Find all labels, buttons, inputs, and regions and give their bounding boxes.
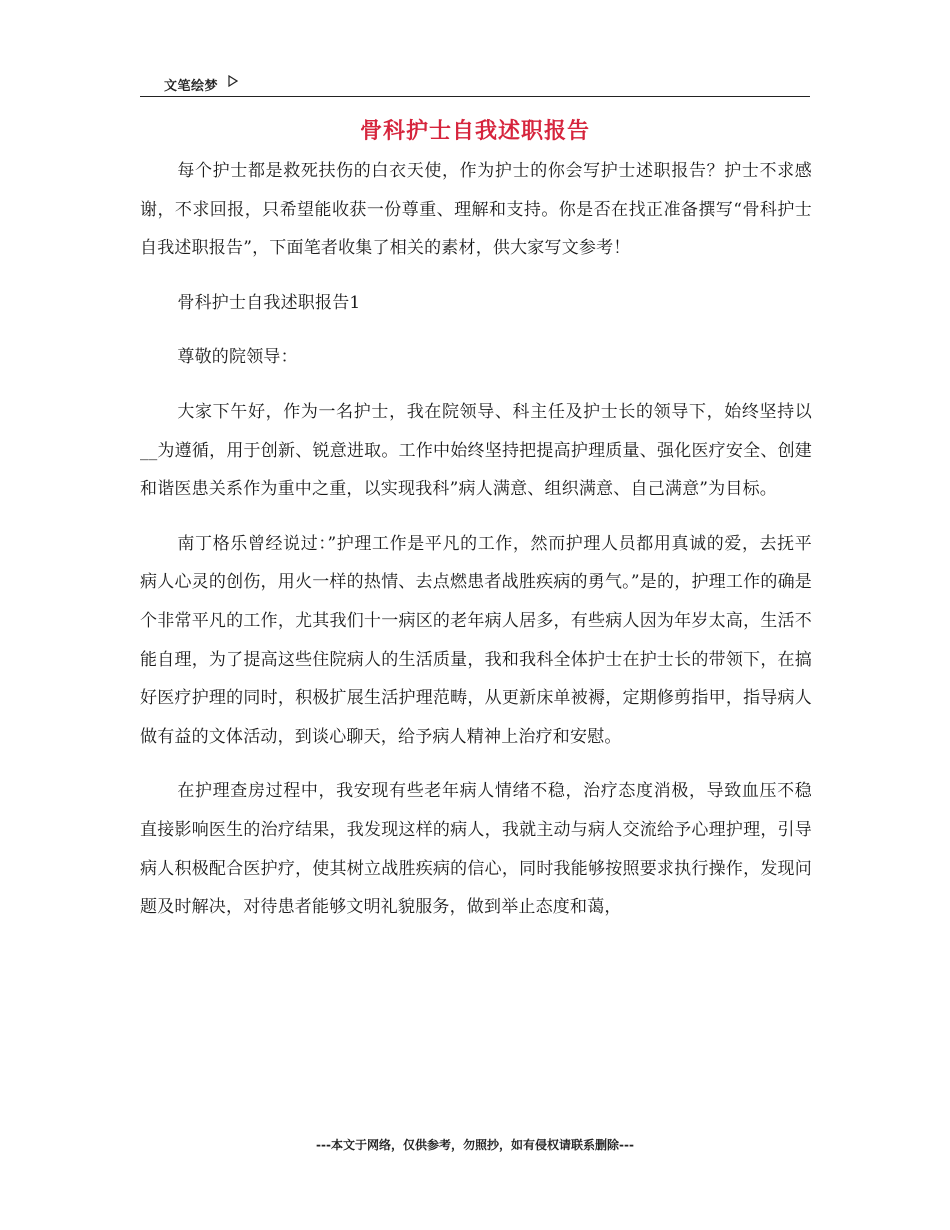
- disclaimer-footer: ---本文于网络，仅供参考，勿照抄，如有侵权请联系删除---: [316, 1138, 634, 1152]
- body-paragraph: 在护理查房过程中，我安现有些老年病人情绪不稳，治疗态度消极，导致血压不稳直接影响医生的治疗结果，我发现这样的病人，我就主动与病人交流给予心理护理，引导病人积极配合医护疗，使其树立战胜疾病的信心，同时我能够按照要求执行操作，发现问题及时解决，对待患者能够文明礼貌服务，做到举止态度和蔼，: [140, 781, 812, 918]
- triangle-right-icon: [228, 75, 238, 87]
- brand-name: 文笔绘梦: [164, 79, 219, 94]
- document-body: [140, 152, 812, 927]
- body-paragraph: 大家下午好，作为一名护士，我在院领导、科主任及护士长的领导下，始终坚持以__为遵循，用于创新、锐意进取。工作中始终坚持把提高护理质量、强化医疗安全、创建和谐医患关系作为重中之重，以实现我科”病人满意、组织满意、自己满意”为目标。: [140, 401, 812, 500]
- section-heading: 骨科护士自我述职报告1: [177, 292, 361, 313]
- intro-paragraph: 每个护士都是救死扶伤的白衣天使，作为护士的你会写护士述职报告？护士不求感谢，不求回报，只希望能收获一份尊重、理解和支持。你是否在找正准备撰写“骨科护士自我述职报告”，下面笔者收集了相关的素材，供大家写文参考！: [140, 161, 812, 259]
- salutation: 尊敬的院领导：: [177, 347, 298, 368]
- page-header: [140, 72, 810, 97]
- document-title: 骨科护士自我述职报告: [359, 119, 590, 144]
- body-paragraph: 南丁格乐曾经说过：”护理工作是平凡的工作，然而护理人员都用真诚的爱，去抚平病人心灵的创伤，用火一样的热情、去点燃患者战胜疾病的勇气。”是的，护理工作的确是个非常平凡的工作，尤其我们十一病区的老年病人居多，有些病人因为年岁太高，生活不能自理，为了提高这些住院病人的生活质量，我和我科全体护士在护士长的带领下，在搞好医疗护理的同时，积极扩展生活护理范畴，从更新床单被褥，定期修剪指甲，指导病人做有益的文体活动，到谈心聊天，给予病人精神上治疗和安慰。: [140, 533, 812, 747]
